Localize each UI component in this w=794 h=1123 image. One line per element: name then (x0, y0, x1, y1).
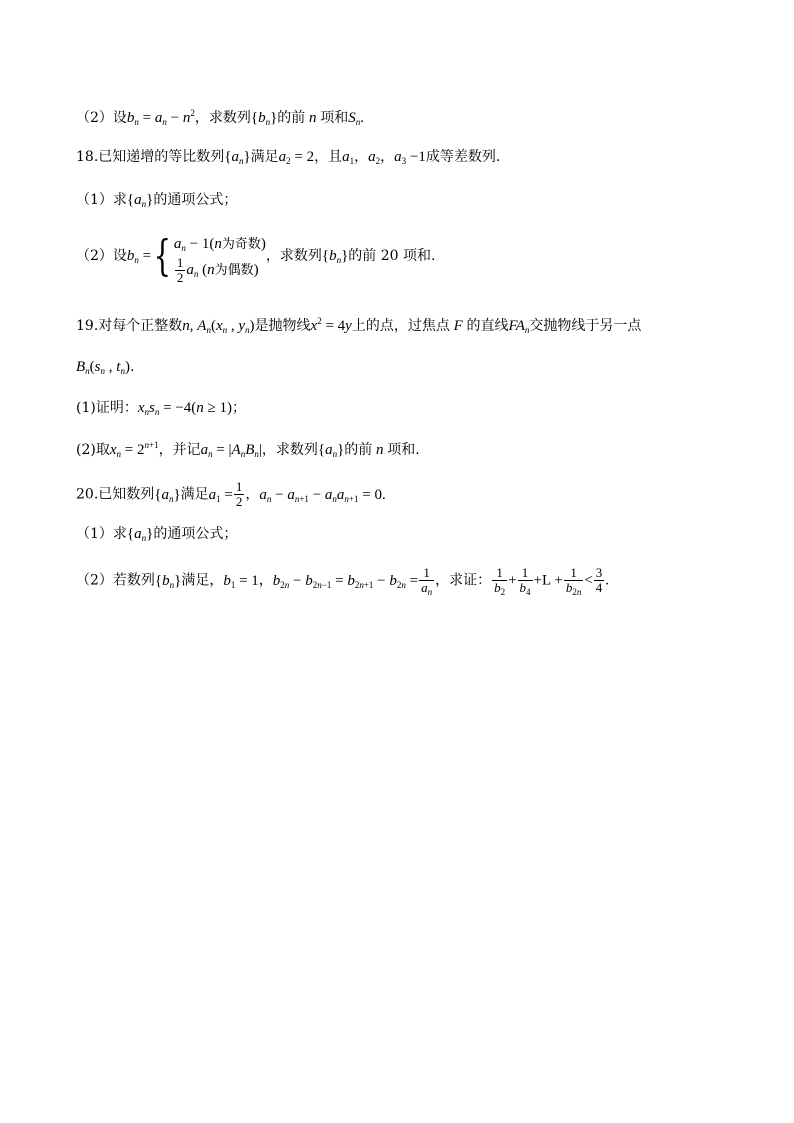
text: 18.已知递增的等比数列 (76, 149, 225, 165)
text: 满足 (180, 486, 209, 503)
text: 项和 (320, 110, 349, 126)
problem-20-statement: 20.已知数列$\{a_n\}$满足$a_1$ = $\frac{1}{2}$ ，$a_n - a_{n+1} - a_na_{n+1} = 0$. (76, 479, 386, 509)
text: （1）求 (76, 526, 127, 542)
text: 20.已知数列 (76, 486, 155, 503)
problem-18-statement: 18.已知递增的等比数列$\{a_n\}$满足$a_2 = 2$，且$a_1$，$a_2$，$a_3 -1$成等差数列. (76, 149, 501, 166)
text: ， (258, 572, 273, 589)
left-brace: { (153, 231, 172, 280)
text: ，求数列 (265, 248, 322, 264)
text: (1)证明： (76, 400, 138, 416)
text: 的前 (344, 442, 373, 458)
text: ， (380, 149, 395, 165)
text: 的直线 (466, 318, 509, 334)
text: ，且 (314, 149, 343, 165)
text: 19.对每个正整数 (76, 318, 183, 334)
text: 的前 20 项和. (348, 248, 436, 264)
problem-17-part2: （2）设$b_n = a_n - n^2$，求数列$\{b_n\}$的前 n 项和$S_n$. (76, 108, 365, 127)
text: 上的点，过焦点 (351, 318, 450, 334)
text: （1）求 (76, 192, 127, 208)
text: 的通项公式； (153, 192, 238, 208)
problem-18-part2: （2）设$b_n$ ={ $a_n - 1(n$为奇数) $\frac{1}{2}$ $a_n$ (n为偶数) ，求数列$\{b_n\}$的前 20 项和. (76, 231, 436, 285)
text: 的通项公式； (153, 526, 238, 542)
text: 交抛物线于另一点 (529, 318, 642, 334)
problem-19-statement-cont: $B_n(s_n$ , $t_n$). (76, 359, 135, 376)
problem-20-part1: （1）求$\{a_n\}$的通项公式； (76, 526, 238, 543)
text: 的前 (277, 110, 306, 126)
problem-19-part2: (2)取$x_n = 2^{n+1}$，并记$a_n = |A_nB_n|$，求数列$\{a_n\}$的前 n 项和. (76, 440, 420, 459)
text: （2）设 (76, 248, 127, 264)
problem-19-part1: (1)证明：$x_ns_n = -4(n \ge 1)$； (76, 400, 247, 417)
problem-20-part2: （2）若数列$\{b_n\}$满足，$b_1 = 1$，$b_{2n} - b_{2n-1} = b_{2n+1} - b_{2n}$ = $\frac{1}{a_n}$ ，求证： $\frac{1}{b_2}$ + $\frac{1}{b_4}$ +L + $\frac{1}{b_{2n}}$ < $\frac{3}{4}$ . (76, 565, 610, 597)
text: ，并记 (158, 442, 201, 458)
problem-19-statement: 19.对每个正整数n, $A_n(x_n$ , $y_n$)是抛物线$x^2 = 4y$上的点，过焦点 F 的直线$FA_n$交抛物线于另一点 (76, 316, 642, 335)
text: ， (354, 149, 369, 165)
text: 满足， (181, 572, 224, 589)
piecewise-cases: $a_n - 1(n$为奇数) $\frac{1}{2}$ $a_n$ (n为偶数) (173, 236, 266, 285)
text: 成等差数列. (425, 149, 501, 165)
text: ，求证： (435, 572, 492, 589)
text: （2）若数列 (76, 572, 155, 589)
text: 是抛物线 (254, 318, 311, 334)
text: ， (245, 486, 260, 503)
text: (2)取 (76, 442, 110, 458)
text: （2）设 (76, 110, 127, 126)
text: 满足 (250, 149, 279, 165)
text: . (129, 359, 135, 375)
text: ，求数列 (261, 442, 318, 458)
text: ，求数列 (194, 110, 251, 126)
text: ； (232, 400, 247, 416)
text: 项和. (387, 442, 420, 458)
problem-18-part1: （1）求$\{a_n\}$的通项公式； (76, 192, 238, 209)
